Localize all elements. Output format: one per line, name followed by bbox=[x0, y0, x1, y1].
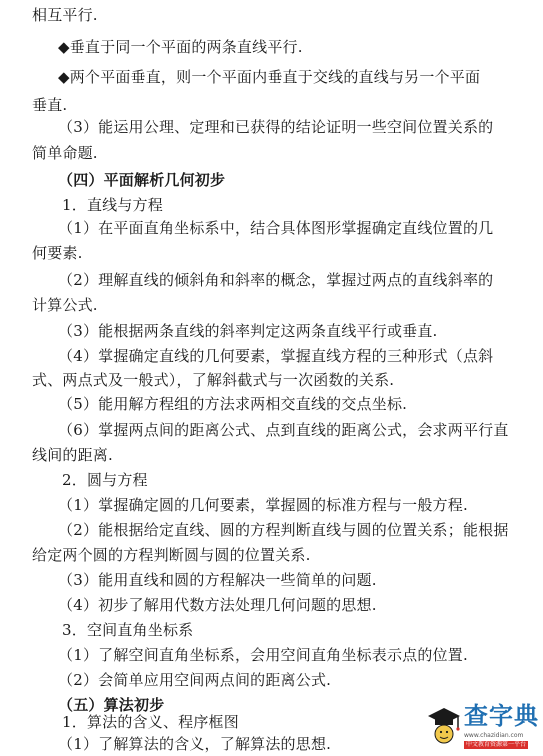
text-line-9: （1）在平面直角坐标系中，结合具体图形掌握确定直线位置的几 bbox=[58, 219, 494, 237]
text-line-3: ◆两个平面垂直，则一个平面内垂直于交线的直线与另一个平面 bbox=[58, 68, 481, 86]
text-line-16: （5）能用解方程组的方法求两相交直线的交点坐标. bbox=[58, 395, 408, 413]
text-line-18: 线间的距离. bbox=[32, 446, 113, 464]
text-line-24: （4）初步了解用代数方法处理几何问题的思想. bbox=[58, 596, 377, 614]
text-line-15: 式、两点式及一般式），了解斜截式与一次函数的关系. bbox=[32, 371, 395, 389]
text-line-1: 相互平行. bbox=[32, 6, 98, 24]
text-line-22: 给定两个圆的方程判断圆与圆的位置关系. bbox=[32, 546, 311, 564]
text-line-12: 计算公式. bbox=[32, 296, 98, 314]
section-heading-5: （五）算法初步 bbox=[58, 696, 165, 714]
logo-url: www.chazidian.com bbox=[464, 732, 524, 739]
text-line-2: ◆垂直于同一个平面的两条直线平行. bbox=[58, 38, 303, 56]
text-line-21: （2）能根据给定直线、圆的方程判断直线与圆的位置关系；能根据 bbox=[58, 521, 509, 539]
text-line-23: （3）能用直线和圆的方程解决一些简单的问题. bbox=[58, 571, 377, 589]
subsection-heading-2: 2．圆与方程 bbox=[62, 471, 148, 489]
text-line-20: （1）掌握确定圆的几何要素，掌握圆的标准方程与一般方程. bbox=[58, 496, 468, 514]
text-line-4: 垂直. bbox=[32, 96, 68, 114]
section-heading-4: （四）平面解析几何初步 bbox=[58, 171, 226, 189]
text-line-27: （2）会简单应用空间两点间的距离公式. bbox=[58, 671, 332, 689]
text-line-17: （6）掌握两点间的距离公式、点到直线的距离公式，会求两平行直 bbox=[58, 421, 509, 439]
subsection-heading-3: 3．空间直角坐标系 bbox=[62, 621, 194, 639]
text-line-13: （3）能根据两条直线的斜率判定这两条直线平行或垂直. bbox=[58, 322, 438, 340]
text-line-26: （1）了解空间直角坐标系，会用空间直角坐标表示点的位置. bbox=[58, 646, 468, 664]
text-line-6: 简单命题. bbox=[32, 144, 98, 162]
text-line-11: （2）理解直线的倾斜角和斜率的概念，掌握过两点的直线斜率的 bbox=[58, 271, 494, 289]
text-line-30: （1）了解算法的含义，了解算法的思想. bbox=[58, 735, 332, 753]
subsection-heading-4: 1．算法的含义、程序框图 bbox=[62, 713, 239, 731]
text-line-5: （3）能运用公理、定理和已获得的结论证明一些空间位置关系的 bbox=[58, 118, 494, 136]
text-line-14: （4）掌握确定直线的几何要素，掌握直线方程的三种形式（点斜 bbox=[58, 347, 494, 365]
site-logo bbox=[424, 700, 540, 754]
text-line-10: 何要素. bbox=[32, 244, 83, 262]
graduation-cap-icon bbox=[424, 702, 464, 750]
logo-subtext: 中文教育资源第一平台 bbox=[466, 741, 527, 748]
subsection-heading-1: 1．直线与方程 bbox=[62, 196, 163, 214]
logo-title: 查字典 bbox=[464, 702, 539, 730]
